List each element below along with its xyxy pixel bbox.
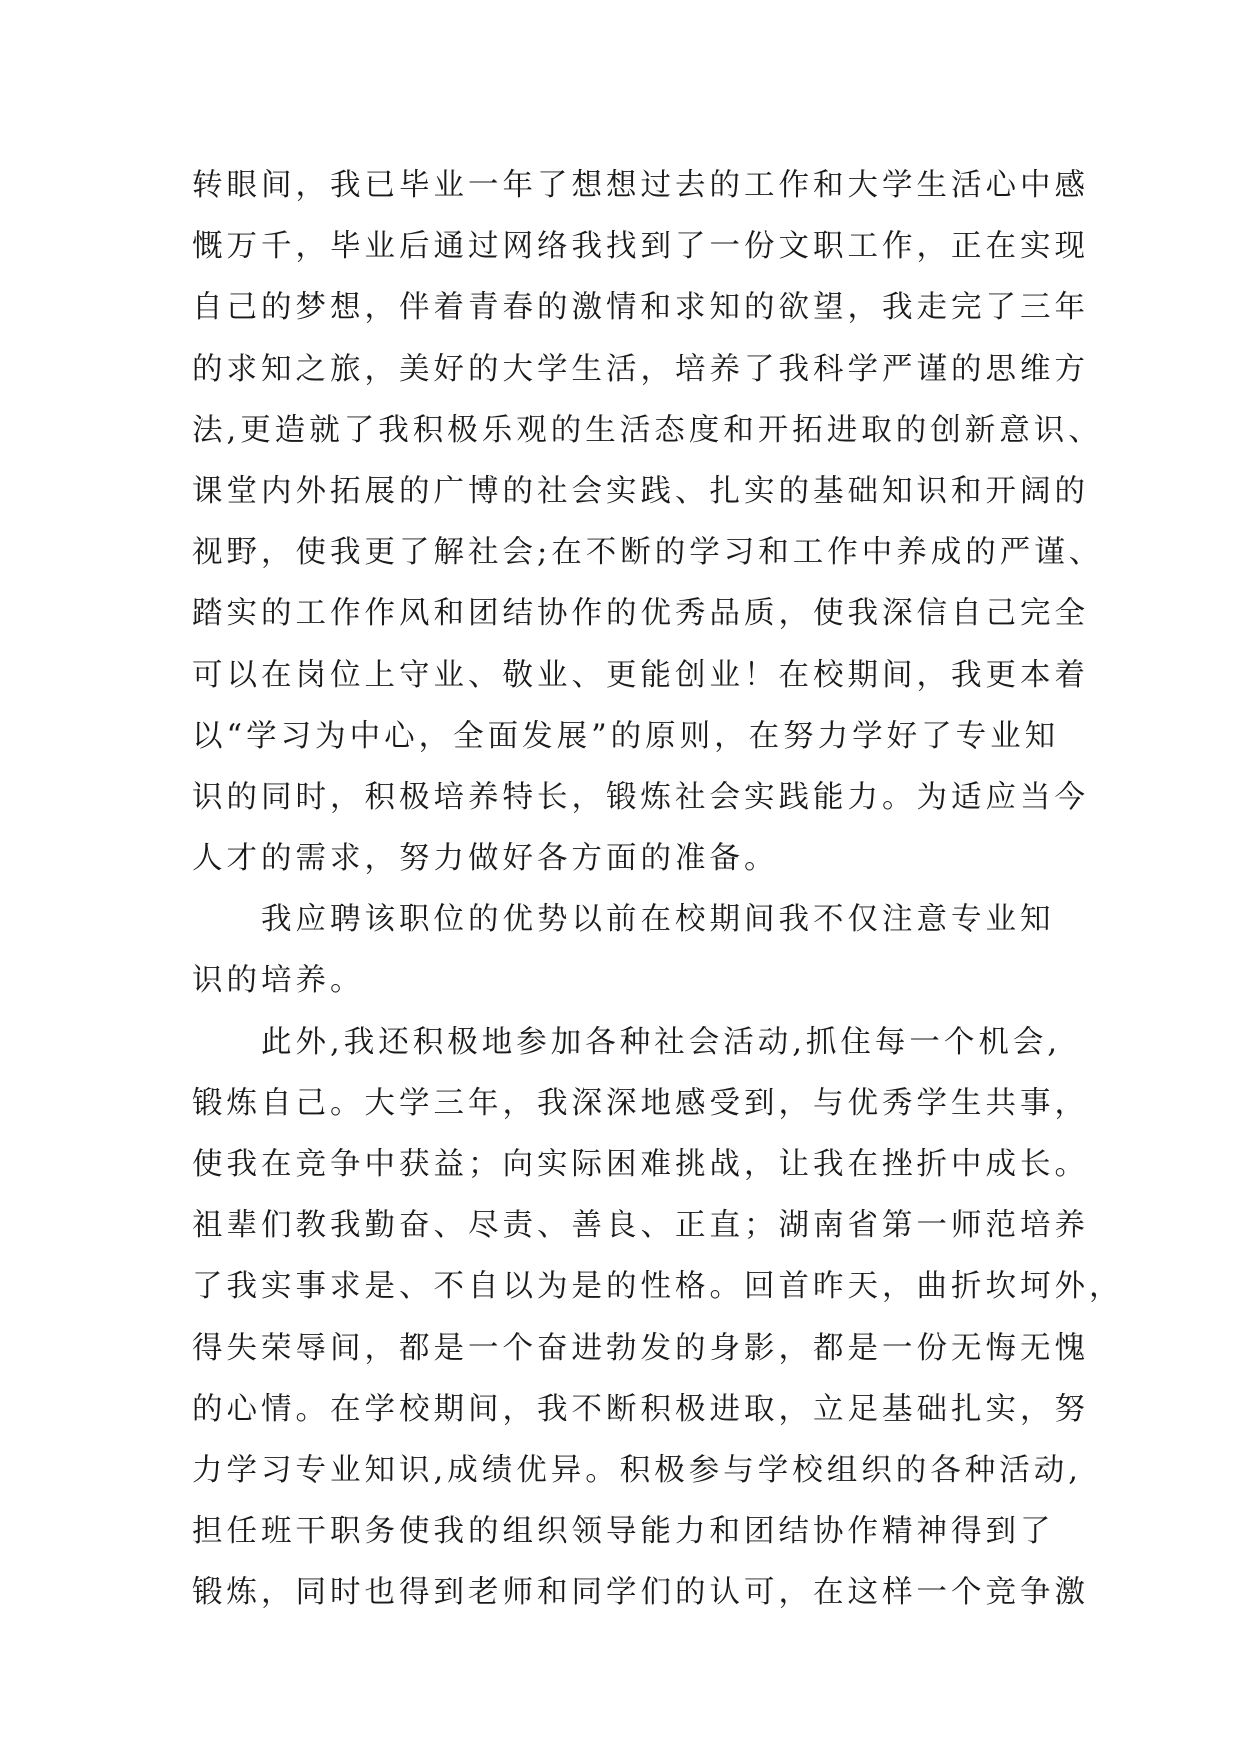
body-text <box>192 155 1124 1624</box>
text-line: 使我在竞争中获益；向实际困难挑战，让我在挫折中成长。 <box>192 1147 1089 1182</box>
text-line: 以“学习为中心，全面发展”的原则，在努力学好了专业知 <box>192 718 1060 754</box>
text-line: 得失荣辱间，都是一个奋进勃发的身影，都是一份无悔无愧 <box>192 1330 1089 1366</box>
text-line: 慨万千，毕业后通过网络我找到了一份文职工作，正在实现 <box>192 229 1089 265</box>
text-line: 踏实的工作作风和团结协作的优秀品质，使我深信自己完全 <box>192 596 1089 632</box>
text-line: 的求知之旅，美好的大学生活，培养了我科学严谨的思维方 <box>192 351 1089 387</box>
text-line: 我应聘该职位的优势以前在校期间我不仅注意专业知 <box>192 902 1055 938</box>
text-line: 担任班干职务使我的组织领导能力和团结协作精神得到了 <box>192 1514 1055 1550</box>
text-line: 识的同时，积极培养特长，锻炼社会实践能力。为适应当今 <box>192 779 1089 815</box>
text-line: 锻炼自己。大学三年，我深深地感受到，与优秀学生共事， <box>192 1085 1089 1121</box>
text-line: 此外,我还积极地参加各种社会活动,抓住每一个机会, <box>192 1024 1062 1060</box>
text-line: 视野，使我更了解社会;在不断的学习和工作中养成的严谨、 <box>192 535 1104 571</box>
text-line: 自己的梦想，伴着青春的激情和求知的欲望，我走完了三年 <box>192 290 1089 326</box>
text-line: 课堂内外拓展的广博的社会实践、扎实的基础知识和开阔的 <box>192 473 1089 509</box>
text-line: 法,更造就了我积极乐观的生活态度和开拓进取的创新意识、 <box>192 412 1103 448</box>
text-line: 了我实事求是、不自以为是的性格。回首昨天，曲折坎坷外， <box>192 1269 1124 1305</box>
text-line: 可以在岗位上守业、敬业、更能创业！在校期间，我更本着 <box>192 657 1089 693</box>
text-line: 的心情。在学校期间，我不断积极进取，立足基础扎实，努 <box>192 1391 1089 1427</box>
text-line: 锻炼，同时也得到老师和同学们的认可，在这样一个竞争激 <box>192 1575 1089 1611</box>
text-line: 人才的需求，努力做好各方面的准备。 <box>192 841 779 877</box>
text-line: 转眼间，我已毕业一年了想想过去的工作和大学生活心中感 <box>192 168 1089 203</box>
text-line: 识的培养。 <box>192 963 365 999</box>
text-line: 祖辈们教我勤奋、尽责、善良、正直；湖南省第一师范培养 <box>192 1208 1089 1244</box>
text-line: 力学习专业知识,成绩优异。积极参与学校组织的各种活动, <box>192 1452 1082 1488</box>
